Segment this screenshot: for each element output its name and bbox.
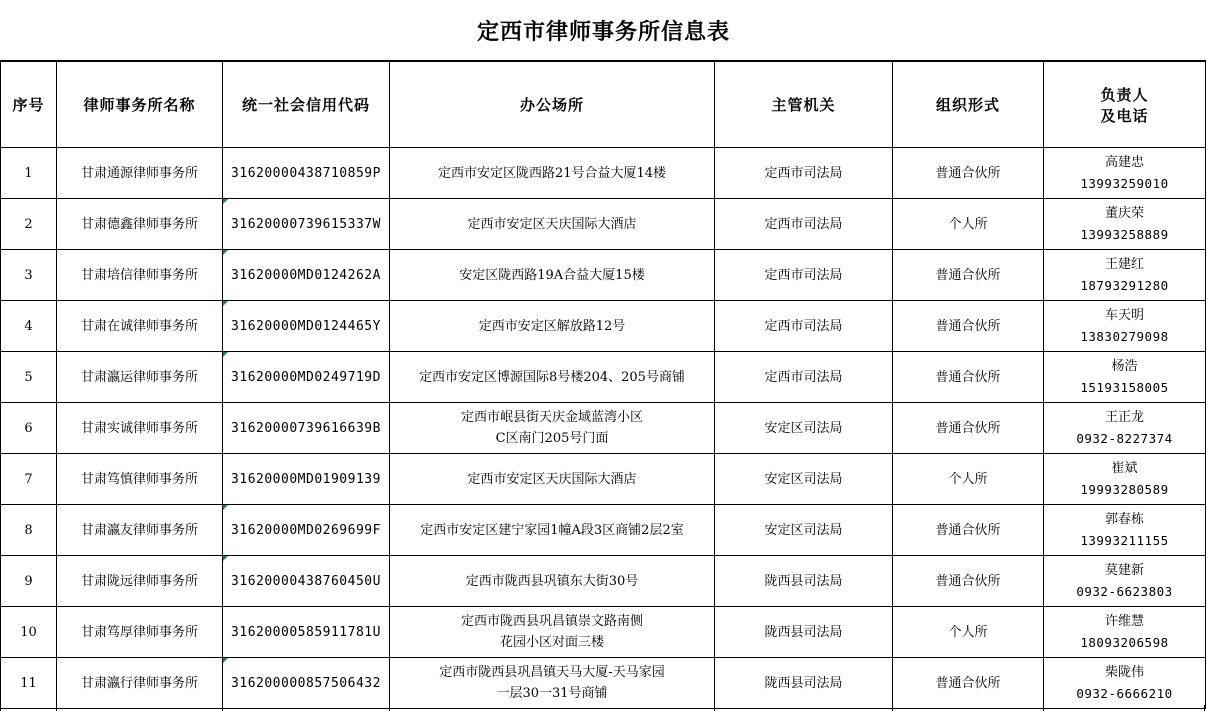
cell-firm-name: 甘肃笃厚律师事务所: [57, 607, 223, 658]
contact-phone: 0932-8227374: [1076, 431, 1173, 446]
cell-org-form: 个人所: [893, 454, 1044, 505]
cell-org-form: 普通合伙所: [893, 301, 1044, 352]
header-seq: 序号: [1, 61, 57, 148]
cell-authority: 安定区司法局: [715, 454, 893, 505]
cell-contact: [1044, 301, 1206, 352]
table-row: [1, 403, 1206, 454]
contact-person: 杨浩: [1111, 359, 1138, 374]
cell-firm-name: 甘肃瀛行律师事务所: [57, 658, 223, 709]
cell-firm-name: 甘肃瀛运律师事务所: [57, 352, 223, 403]
cell-contact: [1044, 505, 1206, 556]
cell-office: 定西市安定区天庆国际大酒店: [390, 199, 715, 250]
cell-firm-name: 甘肃德鑫律师事务所: [57, 199, 223, 250]
contact-person: 车天明: [1104, 308, 1144, 323]
cell-contact: [1044, 250, 1206, 301]
cell-firm-name: 甘肃陇远律师事务所: [57, 556, 223, 607]
next-row-stub: [0, 705, 1207, 711]
cell-seq: 10: [1, 607, 57, 658]
cell-firm-name: 甘肃在诚律师事务所: [57, 301, 223, 352]
cell-credit-code: 31620000739616639B: [223, 403, 390, 454]
cell-authority: 定西市司法局: [715, 199, 893, 250]
contact-person: 郭春栋: [1104, 512, 1144, 527]
table-row: [1, 658, 1206, 709]
cell-seq: 11: [1, 658, 57, 709]
cell-office: 安定区陇西路19A合益大厦15楼: [390, 250, 715, 301]
cell-firm-name: 甘肃实诚律师事务所: [57, 403, 223, 454]
table-row: [1, 454, 1206, 505]
header-authority: 主管机关: [715, 61, 893, 148]
contact-phone: 13993258889: [1080, 227, 1169, 242]
contact-person: 董庆荣: [1104, 206, 1144, 221]
contact-phone: 13993259010: [1080, 176, 1169, 191]
cell-office: 定西市安定区天庆国际大酒店: [390, 454, 715, 505]
contact-phone: 0932-6623803: [1076, 584, 1173, 599]
cell-firm-name: 甘肃通源律师事务所: [57, 148, 223, 199]
table-row: [1, 301, 1206, 352]
cell-org-form: 普通合伙所: [893, 403, 1044, 454]
contact-phone: 0932-6666210: [1076, 686, 1173, 701]
table-row: [1, 352, 1206, 403]
contact-phone: 19993280589: [1080, 482, 1169, 497]
cell-firm-name: 甘肃培信律师事务所: [57, 250, 223, 301]
header-contact: 负责人 及电话: [1044, 61, 1206, 148]
contact-person: 许维慧: [1104, 614, 1144, 629]
cell-org-form: 普通合伙所: [893, 505, 1044, 556]
contact-phone: 13993211155: [1080, 533, 1169, 548]
cell-authority: 定西市司法局: [715, 148, 893, 199]
law-firm-table: [0, 60, 1206, 709]
table-row: [1, 556, 1206, 607]
cell-credit-code: 31620000739615337W: [223, 199, 390, 250]
contact-person: 高建忠: [1104, 155, 1144, 170]
cell-seq: 8: [1, 505, 57, 556]
contact-person: 王正龙: [1104, 410, 1144, 425]
cell-firm-name: 甘肃笃慎律师事务所: [57, 454, 223, 505]
cell-org-form: 普通合伙所: [893, 148, 1044, 199]
cell-seq: 4: [1, 301, 57, 352]
title-bar: [0, 0, 1207, 61]
cell-credit-code: 31620000MD0124465Y: [223, 301, 390, 352]
cell-credit-code: 31620000438710859P: [223, 148, 390, 199]
header-credit-code: 统一社会信用代码: [223, 61, 390, 148]
cell-contact: [1044, 148, 1206, 199]
contact-phone: 13830279098: [1080, 329, 1169, 344]
cell-seq: 9: [1, 556, 57, 607]
cell-authority: 陇西县司法局: [715, 658, 893, 709]
cell-office: 定西市安定区解放路12号: [390, 301, 715, 352]
cell-credit-code: 31620000438760450U: [223, 556, 390, 607]
cell-credit-code: 31620000585911781U: [223, 607, 390, 658]
cell-org-form: 普通合伙所: [893, 658, 1044, 709]
cell-contact: [1044, 352, 1206, 403]
page-title: 定西市律师事务所信息表: [476, 19, 730, 45]
cell-office: 定西市陇西县巩昌镇崇文路南侧 花园小区对面三楼: [390, 607, 715, 658]
cell-seq: 3: [1, 250, 57, 301]
cell-authority: 陇西县司法局: [715, 556, 893, 607]
cell-seq: 7: [1, 454, 57, 505]
cell-credit-code: 316200000857506432: [223, 658, 390, 709]
cell-seq: 2: [1, 199, 57, 250]
header-org-form: 组织形式: [893, 61, 1044, 148]
cell-authority: 定西市司法局: [715, 301, 893, 352]
contact-person: 莫建新: [1104, 563, 1144, 578]
cell-office: 定西市安定区博源国际8号楼204、205号商铺: [390, 352, 715, 403]
contact-person: 王建红: [1104, 257, 1144, 272]
cell-org-form: 普通合伙所: [893, 556, 1044, 607]
cell-contact: [1044, 199, 1206, 250]
cell-authority: 陇西县司法局: [715, 607, 893, 658]
table-row: [1, 250, 1206, 301]
cell-authority: 定西市司法局: [715, 352, 893, 403]
cell-credit-code: 31620000MD01909139: [223, 454, 390, 505]
header-row: [1, 61, 1206, 148]
cell-office: 定西市陇西县巩镇东大街30号: [390, 556, 715, 607]
cell-authority: 安定区司法局: [715, 505, 893, 556]
contact-person: 崔斌: [1111, 461, 1138, 476]
cell-authority: 定西市司法局: [715, 250, 893, 301]
cell-credit-code: 31620000MD0249719D: [223, 352, 390, 403]
cell-office: 定西市安定区建宁家园1幢A段3区商铺2层2室: [390, 505, 715, 556]
cell-contact: [1044, 607, 1206, 658]
contact-phone: 15193158005: [1080, 380, 1169, 395]
cell-org-form: 普通合伙所: [893, 250, 1044, 301]
header-office: 办公场所: [390, 61, 715, 148]
cell-contact: [1044, 403, 1206, 454]
table-row: [1, 505, 1206, 556]
cell-contact: [1044, 454, 1206, 505]
cell-org-form: 个人所: [893, 607, 1044, 658]
cell-office: 定西市岷县街天庆金域蓝湾小区 C区南门205号门面: [390, 403, 715, 454]
table-row: [1, 199, 1206, 250]
contact-person: 柴陇伟: [1104, 665, 1144, 680]
cell-org-form: 个人所: [893, 199, 1044, 250]
cell-seq: 6: [1, 403, 57, 454]
cell-seq: 1: [1, 148, 57, 199]
cell-org-form: 普通合伙所: [893, 352, 1044, 403]
table-row: [1, 607, 1206, 658]
cell-seq: 5: [1, 352, 57, 403]
header-firm-name: 律师事务所名称: [57, 61, 223, 148]
contact-phone: 18093206598: [1080, 635, 1169, 650]
cell-credit-code: 31620000MD0124262A: [223, 250, 390, 301]
cell-credit-code: 31620000MD0269699F: [223, 505, 390, 556]
cell-firm-name: 甘肃瀛友律师事务所: [57, 505, 223, 556]
contact-phone: 18793291280: [1080, 278, 1169, 293]
cell-office: 定西市陇西县巩昌镇天马大厦-天马家园 一层30一31号商铺: [390, 658, 715, 709]
cell-office: 定西市安定区陇西路21号合益大厦14楼: [390, 148, 715, 199]
table-row: [1, 148, 1206, 199]
cell-contact: [1044, 658, 1206, 709]
cell-authority: 安定区司法局: [715, 403, 893, 454]
cell-contact: [1044, 556, 1206, 607]
